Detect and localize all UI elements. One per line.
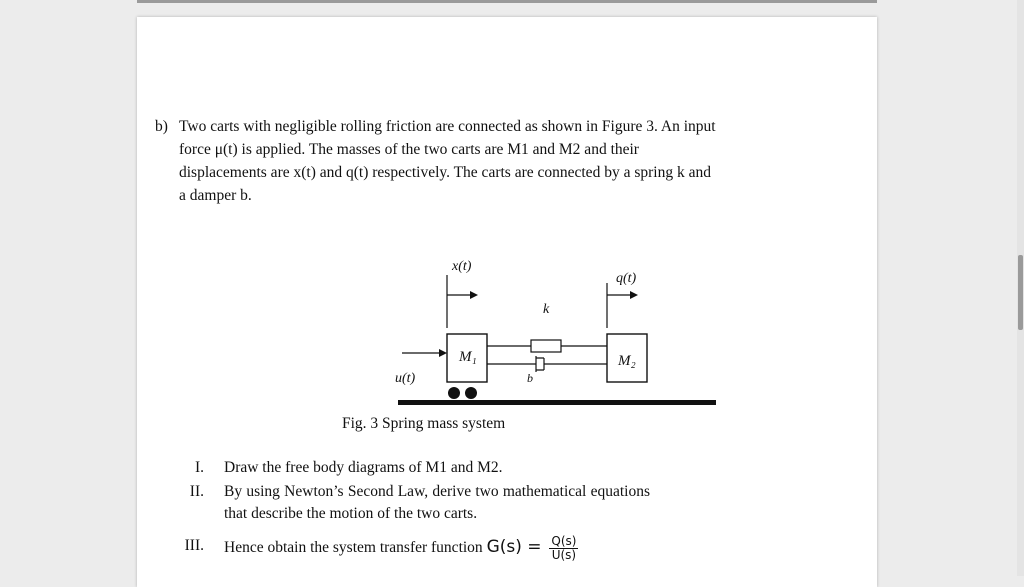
transfer-function-fraction xyxy=(549,535,578,562)
tf-numerator: Q(s) xyxy=(551,534,577,548)
question-line-1: Two carts with negligible rolling friction are connected as shown in Figure 3. An input xyxy=(179,118,716,135)
figure-caption: Fig. 3 Spring mass system xyxy=(342,415,506,432)
question-line-2: force μ(t) is applied. The masses of the two carts are M1 and M2 and their xyxy=(179,141,639,158)
task-item-3 xyxy=(180,535,650,562)
k-label: k xyxy=(543,302,550,317)
question-line-4: a damper b. xyxy=(179,187,252,204)
scrollbar-thumb[interactable] xyxy=(1018,255,1023,330)
m1-wheel-left xyxy=(448,387,460,399)
floor xyxy=(398,400,716,405)
transfer-function-lhs: G(s) = xyxy=(486,537,542,558)
spring-mass-figure xyxy=(240,238,637,398)
u-label: u(t) xyxy=(395,371,416,386)
spring-k xyxy=(531,340,561,352)
previous-page-edge xyxy=(137,0,877,3)
question-label: b) xyxy=(155,118,168,135)
scrollbar-track[interactable] xyxy=(1017,0,1024,576)
task-item-2 xyxy=(180,481,650,525)
task-number: II. xyxy=(189,483,204,500)
m2-label: M₂ xyxy=(618,353,636,369)
input-arrow xyxy=(439,349,447,357)
q-label: q(t) xyxy=(616,271,637,286)
task-item-1 xyxy=(180,457,650,479)
b-label: b xyxy=(527,371,533,385)
question-paragraph xyxy=(155,115,716,207)
task-text: By using Newton’s Second Law, derive two mathematical equations that describe the motion of the two carts. xyxy=(224,483,650,522)
x-label: x(t) xyxy=(452,259,472,274)
m1-wheel-right xyxy=(465,387,477,399)
question-line-3: displacements are x(t) and q(t) respectively. The carts are connected by a spring k and xyxy=(179,164,711,181)
task-text: Draw the free body diagrams of M1 and M2. xyxy=(224,459,503,476)
question-text xyxy=(179,115,716,207)
task-list xyxy=(180,457,650,564)
task-text: Hence obtain the system transfer function xyxy=(224,539,483,557)
x-arrow xyxy=(470,291,478,299)
m1-label: M₁ xyxy=(459,349,477,365)
task-number: I. xyxy=(194,459,204,476)
task-number: III. xyxy=(184,537,204,554)
damper-b xyxy=(536,356,544,372)
tf-denominator: U(s) xyxy=(551,548,577,562)
spring-mass-diagram xyxy=(240,238,637,398)
